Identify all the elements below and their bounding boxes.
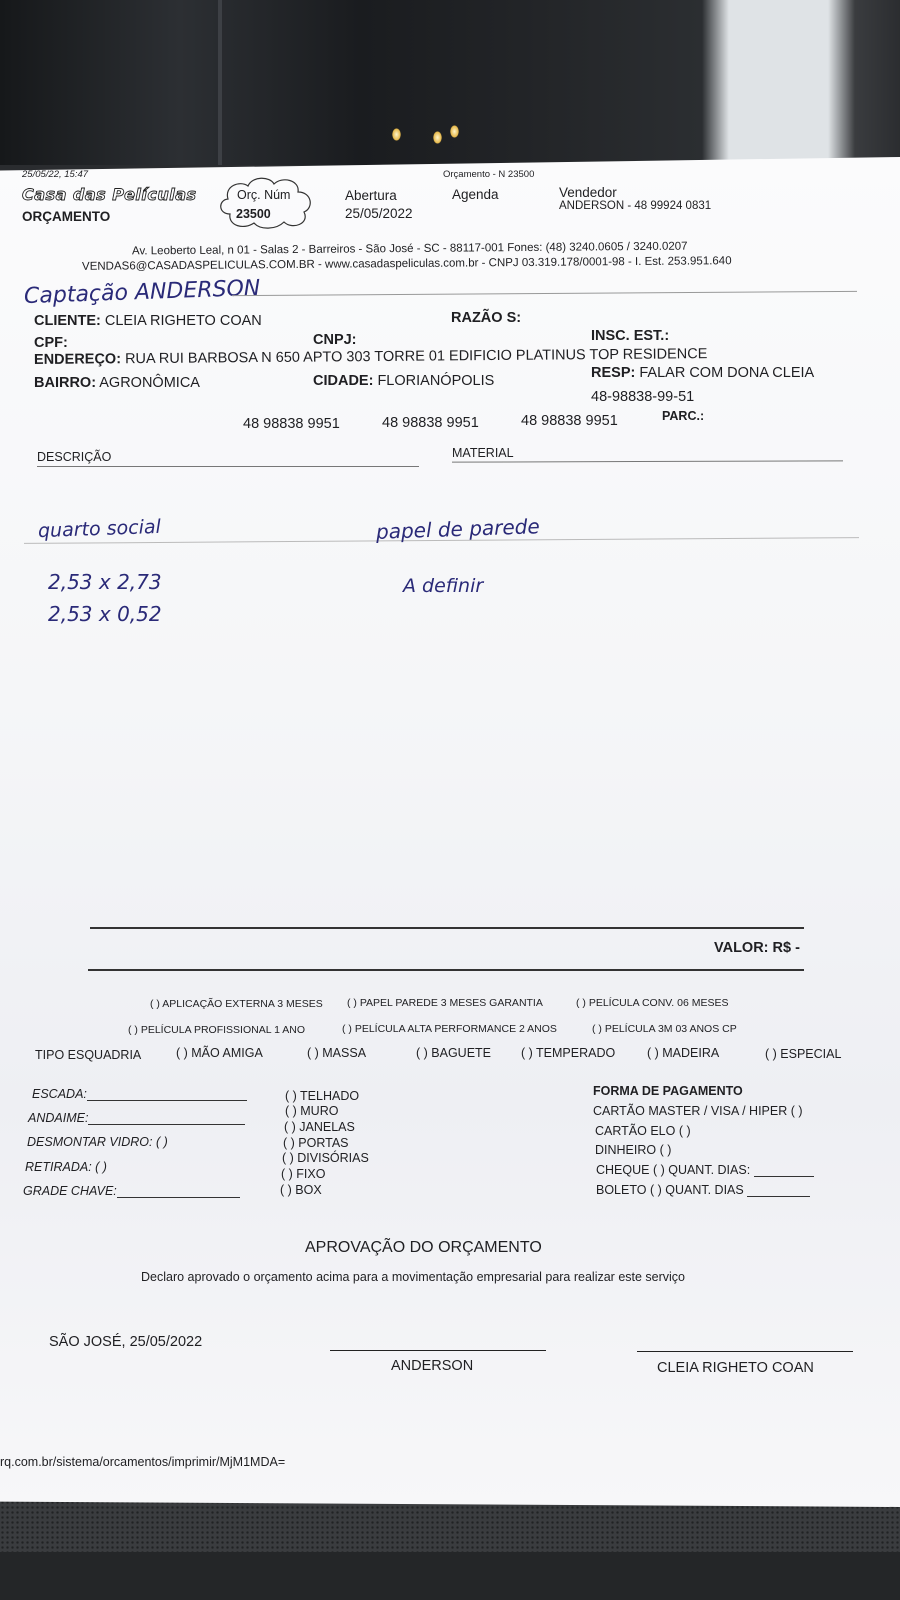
- location-option: ( ) MURO: [285, 1104, 339, 1118]
- scaffold-label: ANDAIME:: [28, 1111, 89, 1125]
- opening-label: Abertura: [345, 188, 397, 203]
- payment-slip: BOLETO ( ) QUANT. DIAS: [596, 1183, 744, 1197]
- company-contact: VENDAS6@CASADASPELICULAS.COM.BR - www.casadaspeliculas.com.br - CNPJ 03.319.178/0001-98 - I. Est. 253.951.640: [81, 255, 732, 273]
- ladder-label: ESCADA:: [32, 1087, 87, 1101]
- payment-cash: DINHEIRO ( ): [595, 1143, 672, 1157]
- scaffold-row: [28, 1111, 245, 1125]
- signer-client: CLEIA RIGHETO COAN: [657, 1360, 814, 1376]
- location-option: ( ) DIVISÓRIAS: [282, 1151, 369, 1165]
- signer-seller: ANDERSON: [391, 1358, 474, 1374]
- signature-line-client: [637, 1351, 853, 1352]
- frame-option: ( ) ESPECIAL: [765, 1047, 842, 1061]
- frame-option: ( ) TEMPERADO: [521, 1046, 616, 1060]
- option-conventional-film: ( ) PELÍCULA CONV. 06 MESES: [576, 997, 729, 1009]
- handwritten-capture: Captação ANDERSON: [23, 275, 261, 310]
- neighborhood-label: BAIRRO:: [34, 375, 97, 391]
- background-edge: [0, 1552, 900, 1600]
- key-grille-row: [23, 1184, 240, 1198]
- handwritten-dimension-1: 2,53 x 2,73: [48, 570, 162, 594]
- background-pole: [218, 0, 222, 165]
- payment-title: FORMA DE PAGAMENTO: [593, 1084, 743, 1098]
- material-header: MATERIAL: [452, 446, 514, 460]
- phone-1: 48 98838 9951: [243, 416, 340, 432]
- address-label: ENDEREÇO:: [33, 351, 122, 368]
- neighborhood-row: [34, 375, 200, 391]
- frame-option: ( ) BAGUETE: [416, 1046, 492, 1060]
- document-reference: Orçamento - N 23500: [443, 169, 535, 180]
- payment-check-row: [596, 1163, 814, 1177]
- client-label: CLIENTE:: [34, 313, 101, 329]
- payment-slip-blank: [747, 1196, 810, 1197]
- handwritten-description-room: quarto social: [37, 515, 162, 543]
- remove-glass: DESMONTAR VIDRO: ( ): [27, 1135, 168, 1149]
- city-row: [313, 373, 494, 389]
- location-option: ( ) TELHADO: [285, 1089, 360, 1103]
- option-external: ( ) APLICAÇÃO EXTERNA 3 MESES: [150, 998, 323, 1010]
- document-type: ORÇAMENTO: [22, 209, 111, 224]
- description-header: DESCRIÇÃO: [37, 450, 112, 464]
- seller-value: ANDERSON - 48 99924 0831: [559, 200, 712, 212]
- signature-line-seller: [330, 1350, 546, 1351]
- razao-label: RAZÃO S:: [451, 310, 522, 326]
- budget-number-label: Orç. Núm: [237, 188, 291, 202]
- neighborhood-value: AGRONÔMICA: [99, 375, 200, 391]
- cnpj-label: CNPJ:: [313, 332, 357, 348]
- seller-label: Vendedor: [559, 185, 617, 200]
- client-value: CLEIA RIGHETO COAN: [104, 313, 262, 329]
- payment-slip-row: [596, 1183, 810, 1197]
- client-row: [34, 313, 262, 329]
- handwritten-material-note: A definir: [403, 575, 484, 597]
- handwritten-material: papel de parede: [375, 514, 541, 544]
- option-professional-film: ( ) PELÍCULA PROFISSIONAL 1 ANO: [128, 1024, 305, 1036]
- frame-option: ( ) MÃO AMIGA: [176, 1046, 263, 1060]
- responsible-label: RESP:: [591, 365, 636, 381]
- responsible-row: [591, 365, 814, 381]
- removal: RETIRADA: ( ): [25, 1160, 107, 1174]
- frame-option: ( ) MADEIRA: [647, 1046, 720, 1060]
- company-logo: Casa das Películas: [22, 185, 197, 204]
- phone-2: 48 98838 9951: [382, 415, 479, 431]
- option-high-performance: ( ) PELÍCULA ALTA PERFORMANCE 2 ANOS: [342, 1023, 557, 1035]
- location-option: ( ) JANELAS: [284, 1120, 355, 1134]
- approval-statement: Declaro aprovado o orçamento acima para a movimentação empresarial para realizar este serviço: [141, 1270, 686, 1284]
- print-timestamp: 25/05/22, 15:47: [22, 169, 89, 180]
- payment-elo: CARTÃO ELO ( ): [595, 1124, 691, 1138]
- payment-check: CHEQUE ( ) QUANT. DIAS:: [596, 1163, 751, 1177]
- city-value: FLORIANÓPOLIS: [377, 373, 495, 389]
- total-value: VALOR: R$ -: [714, 940, 800, 956]
- key-grille-blank: [117, 1197, 240, 1198]
- light-glow: [433, 131, 442, 144]
- option-wallpaper: ( ) PAPEL PAREDE 3 MESES GARANTIA: [347, 997, 543, 1009]
- key-grille-label: GRADE CHAVE:: [23, 1184, 117, 1198]
- scaffold-blank: [88, 1124, 245, 1125]
- frame-option: ( ) MASSA: [307, 1046, 367, 1060]
- payment-check-blank: [754, 1176, 814, 1177]
- payment-card: CARTÃO MASTER / VISA / HIPER ( ): [593, 1104, 803, 1118]
- approval-title: APROVAÇÃO DO ORÇAMENTO: [305, 1239, 542, 1256]
- location-option: ( ) FIXO: [281, 1167, 326, 1181]
- phone-3: 48 98838 9951: [521, 413, 618, 429]
- print-url: rq.com.br/sistema/orcamentos/imprimir/MjM1MDA=: [0, 1455, 286, 1469]
- ladder-row: [32, 1087, 247, 1101]
- responsible-value: FALAR COM DONA CLEIA: [639, 365, 815, 381]
- description-header-line: [37, 466, 419, 467]
- location-option: ( ) BOX: [280, 1183, 322, 1197]
- place-date: SÃO JOSÉ, 25/05/2022: [49, 1334, 203, 1350]
- city-label: CIDADE:: [313, 373, 374, 389]
- insc-est-label: INSC. EST.:: [591, 328, 670, 344]
- budget-number-value: 23500: [236, 207, 271, 221]
- ladder-blank: [87, 1100, 247, 1101]
- parc-label: PARC.:: [662, 409, 705, 423]
- company-address: Av. Leoberto Leal, n 01 - Salas 2 - Barreiros - São José - SC - 88117-001 Fones: (48) 3240.0605 / 3240.0207: [131, 240, 688, 258]
- location-option: ( ) PORTAS: [283, 1136, 349, 1150]
- frame-type-label: TIPO ESQUADRIA: [35, 1048, 142, 1062]
- option-3m-film: ( ) PELÍCULA 3M 03 ANOS CP: [592, 1023, 737, 1035]
- light-glow: [392, 128, 401, 141]
- cpf-label: CPF:: [34, 335, 68, 351]
- light-glow: [450, 125, 459, 138]
- handwritten-dimension-2: 2,53 x 0,52: [48, 602, 162, 626]
- background-top: [0, 0, 900, 165]
- total-bottom-line: [88, 969, 804, 971]
- schedule-label: Agenda: [452, 187, 499, 202]
- responsible-phone: 48-98838-99-51: [591, 389, 695, 405]
- total-top-line: [90, 927, 804, 929]
- opening-date: 25/05/2022: [345, 206, 413, 221]
- address-value: RUA RUI BARBOSA N 650 APTO 303 TORRE 01 EDIFICIO PLATINUS TOP RESIDENCE: [124, 346, 708, 368]
- cloud-shape-icon: [216, 174, 316, 230]
